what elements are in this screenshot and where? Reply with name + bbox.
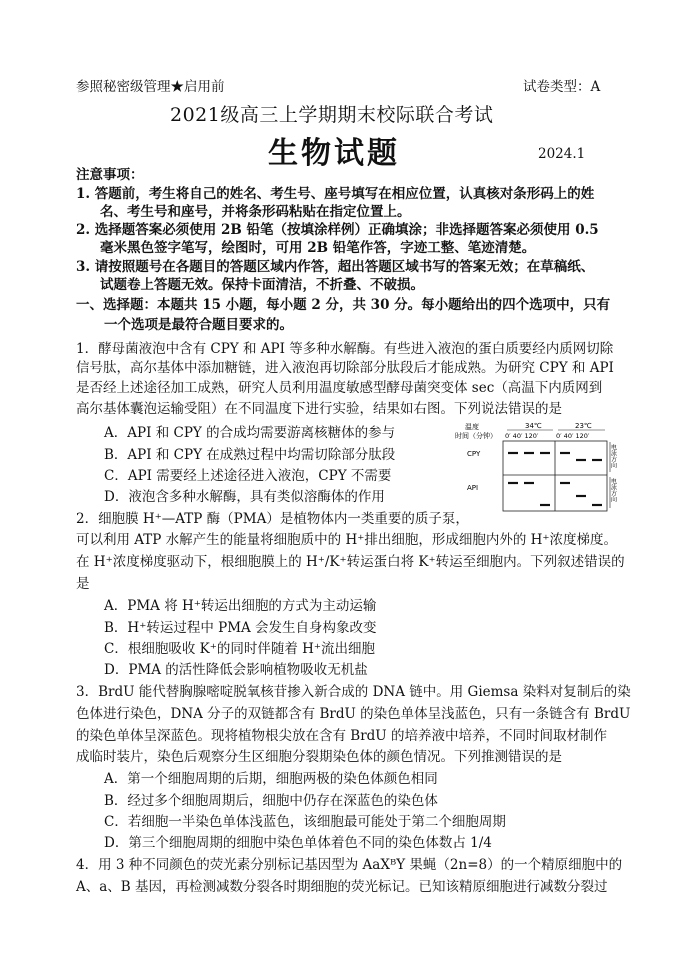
q3-stem-line-3: 的染色单体呈深蓝色。现将植物根尖放在含有 BrdU 的培养液中培养，不同时间取材制作 [76,728,607,744]
fig-ticks-low: 0′ 40′ 120′ [505,432,539,440]
note-2-line-2: 毫米黑色签字笔写，绘图时，可用 2B 铅笔作答，字迹工整、笔迹清楚。 [100,240,536,256]
fig-row-cpy: CPY [467,450,481,458]
q3-stem-line-2: 色体进行染色，DNA 分子的双链都含有 BrdU 的染色单体呈浅蓝色，只有一条链含有 BrdU [76,706,631,722]
q1-stem-line-4: 高尔基体囊泡运输受阻）在不同温度下进行实验，结果如右图。下列说法错误的是 [76,401,562,417]
notes-heading: 注意事项： [76,167,144,183]
fig-temp-high: 23℃ [575,422,592,430]
q3-option-a: A．第一个细胞周期的后期，细胞两极的染色体颜色相同 [104,771,438,787]
note-1-line-1: 1. 答题前，考生将自己的姓名、考生号、座号填写在相应位置，认真核对条形码上的姓 [76,186,595,202]
q3-option-d: D．第三个细胞周期的细胞中染色单体着色不同的染色体数占 1/4 [104,835,492,851]
q4-stem-line-1: 4．用 3 种不同颜色的荧光素分别标记基因型为 AaXᴮY 果蝇（2n=8）的一个精原细胞中的 [76,857,623,873]
q2-stem-line-1: 2．细胞膜 H⁺—ATP 酶（PMA）是植物体内一类重要的质子泵， [76,511,469,527]
fig-row-api: API [467,484,479,492]
fig-temp-label: 温度 [465,423,479,431]
q1-option-b: B．API 和 CPY 在成熟过程中均需切除部分肽段 [104,447,396,463]
fig-ticks-high: 0′ 40′ 120′ [556,432,590,440]
q2-option-a: A．PMA 将 H⁺转运出细胞的方式为主动运输 [104,598,377,614]
confidentiality-label: 参照秘密级管理★启用前 [76,79,225,95]
fig-temp-low: 34℃ [525,422,542,430]
q1-stem-line-2: 信号肽，高尔基体中添加糖链，进入液泡再切除部分肽段后才能成熟。为研究 CPY 和 API [76,360,614,376]
q1-stem-line-3: 是否经上述途径加工成熟，研究人员利用温度敏感型酵母菌突变体 sec（高温下内质网到 [76,380,603,396]
note-2-line-1: 2. 选择题答案必须使用 2B 铅笔（按填涂样例）正确填涂；非选择题答案必须使用 0.5 [76,222,599,238]
exam-title: 2021级高三上学期期末校际联合考试 [170,104,494,126]
q3-stem-line-4: 成临时装片，染色后观察分生区细胞分裂期染色体的颜色情况。下列推测错误的是 [76,749,562,765]
q4-stem-line-2: A、a、B 基因，再检测减数分裂各时期细胞的荧光标记。已知该精原细胞进行减数分裂过 [76,879,608,895]
q1-option-c: C．API 需要经上述途径进入液泡，CPY 不需要 [104,468,392,484]
q2-stem-line-2: 可以利用 ATP 水解产生的能量将细胞质中的 H⁺排出细胞，形成细胞内外的 H⁺浓度梯度。 [76,532,618,548]
q3-option-c: C．若细胞一半染色单体浅蓝色，该细胞最可能处于第二个细胞周期 [104,814,506,830]
q1-electrophoresis-figure [455,420,630,512]
q1-stem-line-1: 1．酵母菌液泡中含有 CPY 和 API 等多种水解酶。有些进入液泡的蛋白质要经内质网切除 [76,341,614,357]
exam-date: 2024.1 [538,146,586,162]
q1-option-a: A．API 和 CPY 的合成均需要游离核糖体的参与 [104,425,396,441]
fig-side-label-2: 电泳方向 [609,478,617,502]
q2-stem-line-4: 是 [76,576,90,592]
q2-stem-line-3: 在 H⁺浓度梯度驱动下，根细胞膜上的 H⁺/K⁺转运蛋白将 K⁺转运至细胞内。下列叙述错误的 [76,554,625,570]
subject-title: 生物试题 [268,136,400,171]
fig-side-label-1: 电泳方向 [609,444,617,468]
q3-stem-line-1: 3．BrdU 能代替胸腺嘧啶脱氧核苷掺入新合成的 DNA 链中。用 Giemsa 染料对复制后的染 [76,684,631,700]
q1-option-d: D．液泡含多种水解酶，具有类似溶酶体的作用 [104,489,385,505]
q2-option-c: C．根细胞吸收 K⁺的同时伴随着 H⁺流出细胞 [104,641,376,657]
q2-option-d: D．PMA 的活性降低会影响植物吸收无机盐 [104,662,368,678]
fig-time-label: 时间（分钟） [455,432,497,440]
q2-option-b: B．H⁺转运过程中 PMA 会发生自身构象改变 [104,620,377,636]
paper-type-label: 试卷类型：A [523,79,601,95]
note-1-line-2: 名、考生号和座号，并将条形码粘贴在指定位置上。 [100,204,411,220]
q3-option-b: B．经过多个细胞周期后，细胞中仍存在深蓝色的染色体 [104,793,438,809]
section-1-heading: 一、选择题：本题共 15 小题，每小题 2 分，共 30 分。每小题给出的四个选项中，只有 [76,297,611,313]
note-3-line-2: 试题卷上答题无效。保持卡面清洁，不折叠、不破损。 [100,277,424,293]
section-1-subheading: 一个选项是最符合题目要求的。 [104,317,293,333]
note-3-line-1: 3. 请按照题号在各题目的答题区域内作答，超出答题区域书写的答案无效；在草稿纸、 [76,259,595,275]
